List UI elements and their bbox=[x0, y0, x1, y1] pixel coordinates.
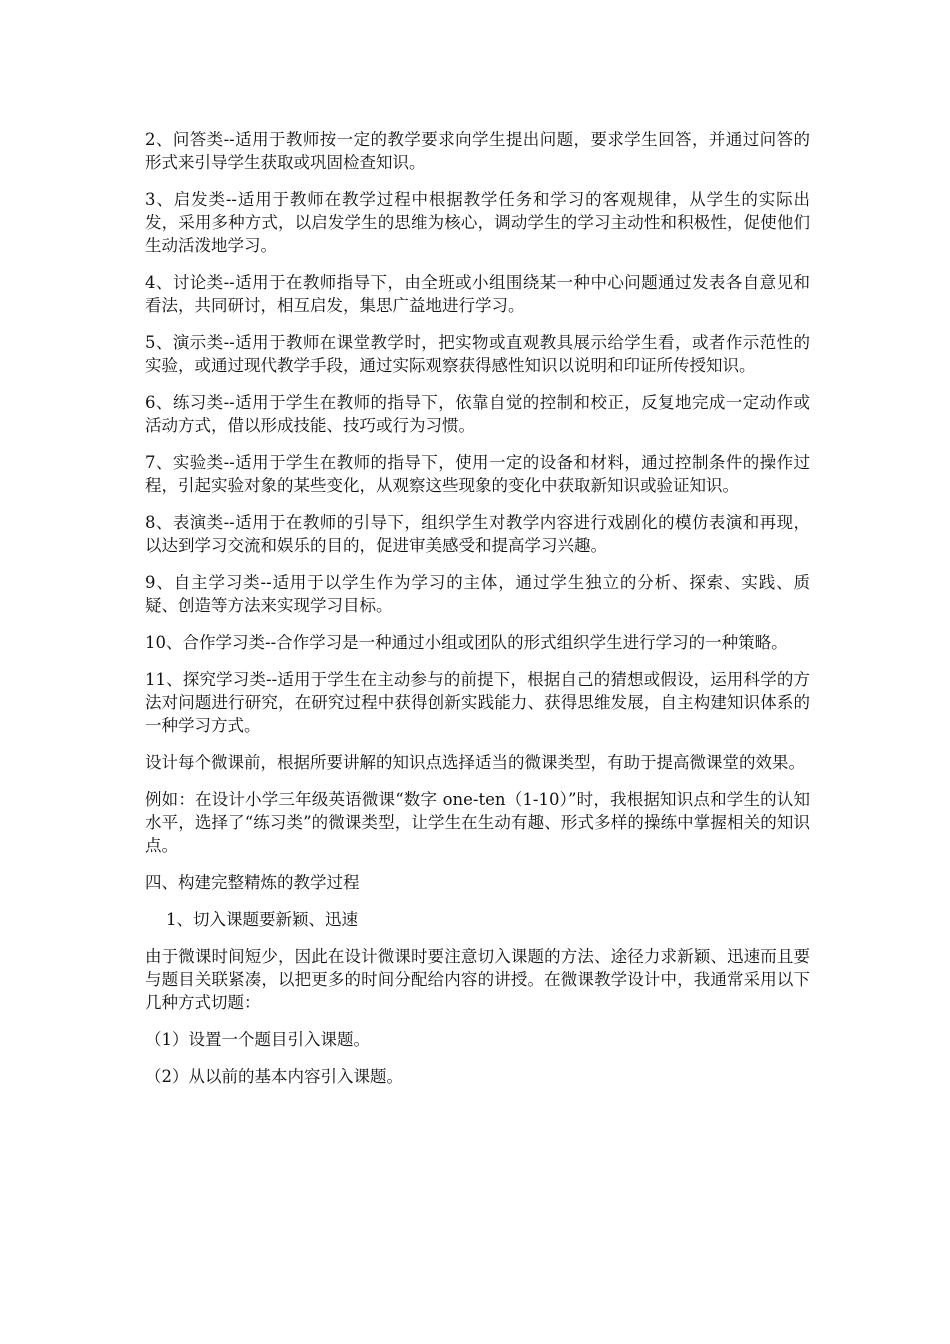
paragraph-qa-type: 2、问答类--适用于教师按一定的教学要求向学生提出问题，要求学生回答，并通过问答的形式来引导学生获取或巩固检查知识。 bbox=[145, 130, 810, 172]
paragraph-inspiration-type: 3、启发类--适用于教师在教学过程中根据教学任务和学习的客观规律，从学生的实际出发，采用多种方式，以启发学生的思维为核心，调动学生的学习主动性和积极性，促使他们生动活泼地学习。 bbox=[145, 190, 810, 255]
paragraph-cooperative-type: 10、合作学习类--合作学习是一种通过小组或团队的形式组织学生进行学习的一种策略。 bbox=[145, 633, 788, 652]
paragraph-self-study-type: 9、自主学习类--适用于以学生作为学习的主体，通过学生独立的分析、探索、实践、质疑、创造等方法来实现学习目标。 bbox=[145, 573, 810, 615]
paragraph-demonstration-type: 5、演示类--适用于教师在课堂教学时，把实物或直观教具展示给学生看，或者作示范性的实验，或通过现代教学手段，通过实际观察获得感性知识以说明和印证所传授知识。 bbox=[145, 333, 810, 375]
document-body bbox=[145, 128, 810, 1102]
paragraph-discussion-type: 4、讨论类--适用于在教师指导下，由全班或小组围绕某一种中心问题通过发表各自意见和看法，共同研讨，相互启发，集思广益地进行学习。 bbox=[145, 273, 810, 315]
paragraph-intro-methods: 由于微课时间短少，因此在设计微课时要注意切入课题的方法、途径力求新颖、迅速而且要与题目关联紧凑，以把更多的时间分配给内容的讲授。在微课教学设计中，我通常采用以下几种方式切题： bbox=[145, 947, 810, 1012]
subsection-heading: 1、切入课题要新颖、迅速 bbox=[166, 910, 358, 929]
paragraph-practice-type: 6、练习类--适用于学生在教师的指导下，依靠自觉的控制和校正，反复地完成一定动作或活动方式，借以形成技能、技巧或行为习惯。 bbox=[145, 393, 810, 435]
paragraph-example: 例如：在设计小学三年级英语微课“数字 one-ten（1-10）”时，我根据知识点和学生的认知水平，选择了“练习类”的微课类型，让学生在生动有趣、形式多样的操练中掌握相关的知识点。 bbox=[145, 790, 810, 855]
section-heading: 四、构建完整精炼的教学过程 bbox=[145, 873, 360, 892]
paragraph-inquiry-type: 11、探究学习类--适用于学生在主动参与的前提下，根据自己的猜想或假设，运用科学的方法对问题进行研究，在研究过程中获得创新实践能力、获得思维发展，自主构建知识体系的一种学习方式。 bbox=[145, 670, 810, 735]
list-item-2: （2）从以前的基本内容引入课题。 bbox=[145, 1067, 403, 1086]
paragraph-experiment-type: 7、实验类--适用于学生在教师的指导下，使用一定的设备和材料，通过控制条件的操作过程，引起实验对象的某些变化，从观察这些现象的变化中获取新知识或验证知识。 bbox=[145, 453, 810, 495]
list-item-1: （1）设置一个题目引入课题。 bbox=[145, 1030, 370, 1049]
paragraph-design-note: 设计每个微课前，根据所要讲解的知识点选择适当的微课类型，有助于提高微课堂的效果。 bbox=[145, 753, 805, 772]
paragraph-performance-type: 8、表演类--适用于在教师的引导下，组织学生对教学内容进行戏剧化的模仿表演和再现，以达到学习交流和娱乐的目的，促进审美感受和提高学习兴趣。 bbox=[145, 513, 810, 555]
